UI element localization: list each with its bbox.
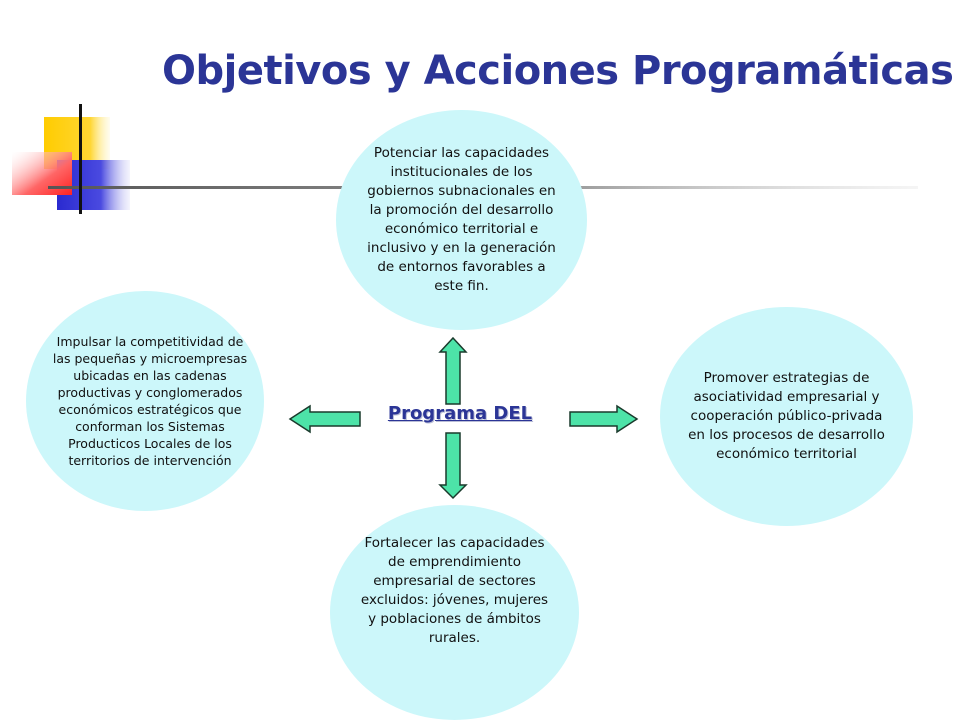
objective-top-ellipse xyxy=(336,110,587,330)
objective-left-ellipse xyxy=(26,291,264,511)
slide-title: Objetivos y Acciones Programáticas xyxy=(162,48,954,94)
objective-top-text: Potenciar las capacidades institucionales de los gobiernos subnacionales en la promoción del desarrollo económico territorial e inclusivo y en la generación de entornos favorables a este fin. xyxy=(367,145,556,294)
arrow-left-icon xyxy=(290,406,360,432)
arrow-right-icon xyxy=(570,406,637,432)
objective-bottom-text: Fortalecer las capacidades de emprendimiento empresarial de sectores excluidos: jóvenes, mujeres y poblaciones de ámbitos rurales. xyxy=(360,534,549,646)
objective-bottom-ellipse xyxy=(330,505,579,720)
objective-right-text: Promover estrategias de asociatividad empresarial y cooperación público-privada en los procesos de desarrollo económico territorial xyxy=(688,370,885,462)
program-label: Programa DEL xyxy=(387,403,533,424)
arrow-up-icon xyxy=(440,338,466,404)
objective-right-ellipse xyxy=(660,307,913,526)
arrow-down-icon xyxy=(440,433,466,498)
objective-left-text: Impulsar la competitividad de las pequeñas y microempresas ubicadas en las cadenas productivas y conglomerados económicos estratégicos que conforman los Sistemas Producticos Locales de los territorios de intervención xyxy=(52,334,248,468)
